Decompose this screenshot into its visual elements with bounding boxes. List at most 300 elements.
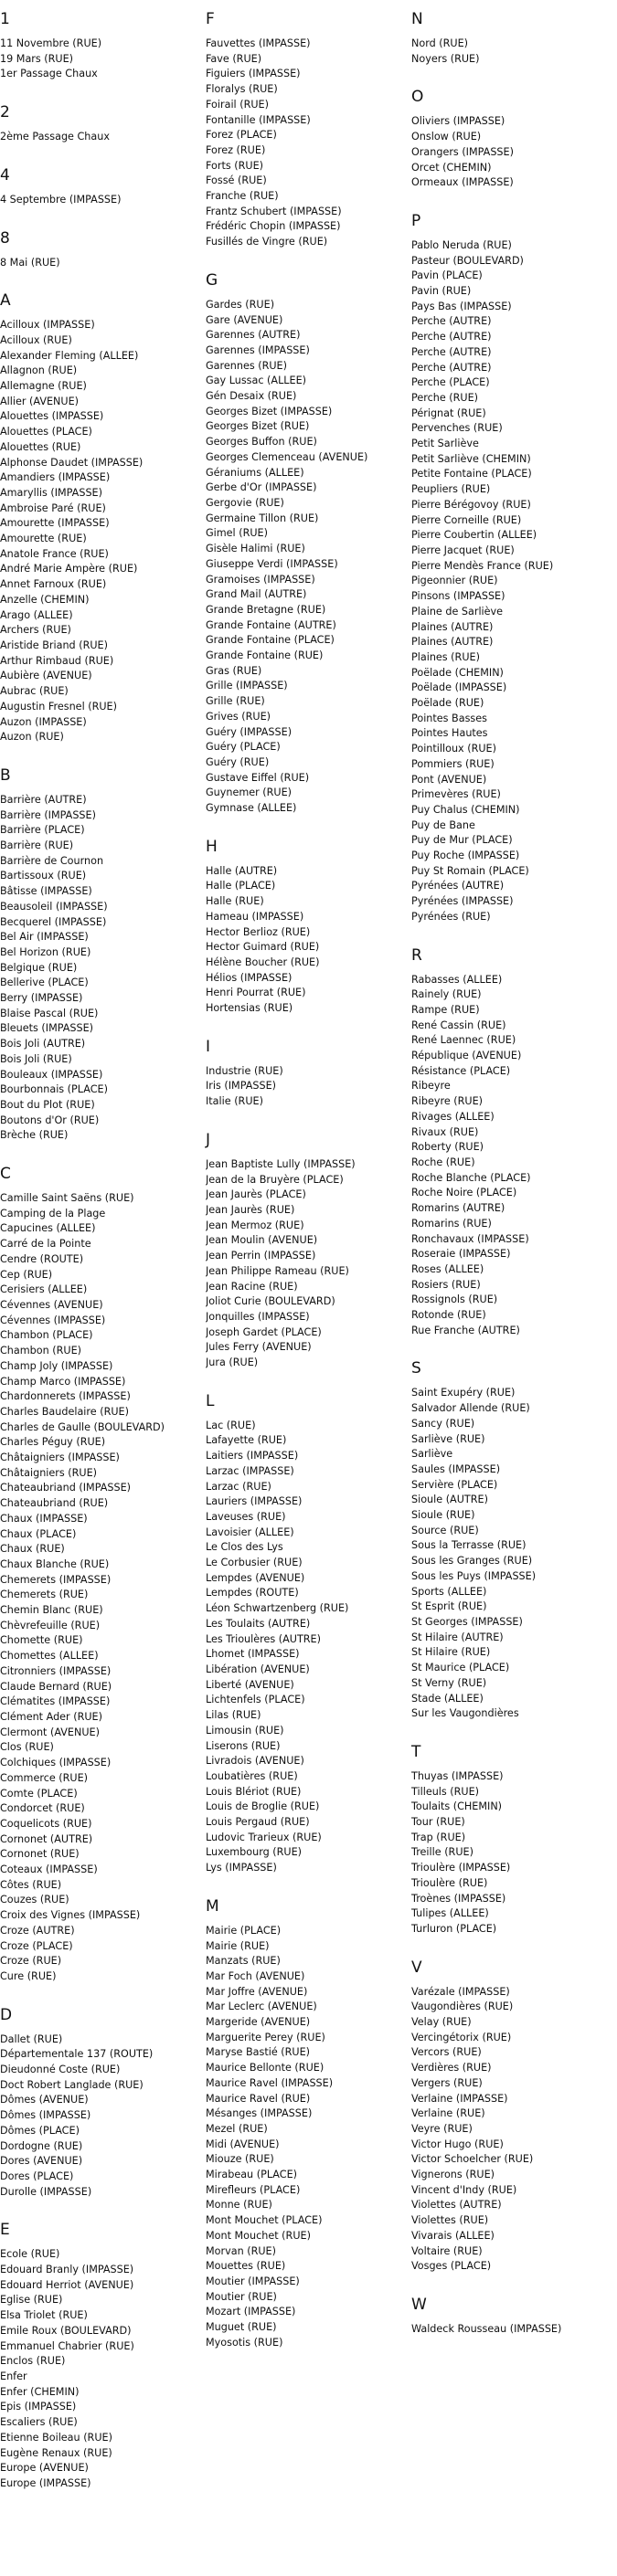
street-item[interactable]: 19 Mars (RUE) <box>0 52 74 65</box>
street-item[interactable]: Jonquilles (IMPASSE) <box>206 1310 310 1323</box>
street-item[interactable]: Allemagne (RUE) <box>0 380 87 393</box>
street-item[interactable]: Hélène Boucher (RUE) <box>206 955 320 968</box>
street-item[interactable]: Jean Mermoz (RUE) <box>206 1219 304 1231</box>
street-item[interactable]: Châtaigniers (IMPASSE) <box>0 1452 120 1464</box>
street-item[interactable]: Grande Fontaine (PLACE) <box>206 634 335 647</box>
street-item[interactable]: Margeride (AVENUE) <box>206 2016 311 2029</box>
street-item[interactable]: Mar Foch (AVENUE) <box>206 1969 305 1982</box>
street-item[interactable]: Lempdes (ROUTE) <box>206 1587 299 1599</box>
street-item[interactable]: Rivaux (RUE) <box>411 1125 479 1138</box>
street-item[interactable]: Liserons (RUE) <box>206 1739 281 1752</box>
street-item[interactable]: Roses (ALLEE) <box>411 1262 484 1275</box>
street-item[interactable]: Guynemer (RUE) <box>206 787 293 799</box>
street-item[interactable]: Lilas (RUE) <box>206 1709 261 1722</box>
street-item[interactable]: Grande Fontaine (RUE) <box>206 649 324 662</box>
street-item[interactable]: Ronchavaux (IMPASSE) <box>411 1232 529 1245</box>
street-item[interactable]: Bel Air (IMPASSE) <box>0 931 89 944</box>
street-item[interactable]: Maurice Ravel (IMPASSE) <box>206 2076 334 2089</box>
street-item[interactable]: 11 Novembre (RUE) <box>0 37 102 49</box>
street-item[interactable]: Jean Philippe Rameau (RUE) <box>206 1264 349 1277</box>
street-item[interactable]: Châtaigniers (RUE) <box>0 1466 98 1479</box>
street-item[interactable]: Coteaux (IMPASSE) <box>0 1863 98 1876</box>
street-item[interactable]: Beausoleil (IMPASSE) <box>0 900 108 913</box>
street-item[interactable]: Giuseppe Verdi (IMPASSE) <box>206 557 338 570</box>
street-item[interactable]: Pyrénées (IMPASSE) <box>411 895 514 908</box>
street-item[interactable]: 2ème Passage Chaux <box>0 131 110 143</box>
street-item[interactable]: Foirail (RUE) <box>206 98 269 111</box>
street-item[interactable]: Rabasses (ALLEE) <box>411 973 503 986</box>
street-item[interactable]: Perche (AUTRE) <box>411 331 492 343</box>
street-item[interactable]: Anatole France (RUE) <box>0 547 109 560</box>
street-item[interactable]: Allagnon (RUE) <box>0 364 78 377</box>
street-item[interactable]: Lhomet (IMPASSE) <box>206 1648 300 1661</box>
street-item[interactable]: Sioule (RUE) <box>411 1509 475 1522</box>
street-item[interactable]: Plaine de Sarliève <box>411 605 504 618</box>
street-item[interactable]: Sous les Granges (RUE) <box>411 1555 533 1568</box>
street-item[interactable]: Louis Pergaud (RUE) <box>206 1816 310 1829</box>
street-item[interactable]: Alouettes (IMPASSE) <box>0 410 104 423</box>
street-item[interactable]: Cep (RUE) <box>0 1268 53 1281</box>
street-item[interactable]: Sports (ALLEE) <box>411 1585 487 1598</box>
street-item[interactable]: Cerisiers (ALLEE) <box>0 1283 88 1296</box>
street-item[interactable]: Frantz Schubert (IMPASSE) <box>206 205 342 217</box>
street-item[interactable]: Violettes (RUE) <box>411 2214 489 2227</box>
street-item[interactable]: Enfer <box>0 2370 27 2382</box>
street-item[interactable]: Morvan (RUE) <box>206 2244 276 2257</box>
street-item[interactable]: Vignerons (RUE) <box>411 2169 495 2181</box>
street-item[interactable]: Gergovie (RUE) <box>206 496 284 509</box>
street-item[interactable]: Edouard Branly (IMPASSE) <box>0 2264 134 2276</box>
street-item[interactable]: Chateaubriand (RUE) <box>0 1497 109 1510</box>
street-item[interactable]: Alouettes (RUE) <box>0 440 81 453</box>
street-item[interactable]: Le Corbusier (RUE) <box>206 1557 303 1569</box>
street-item[interactable]: Edouard Herriot (AVENUE) <box>0 2278 134 2291</box>
street-item[interactable]: Monne (RUE) <box>206 2199 272 2212</box>
street-item[interactable]: Henri Pourrat (RUE) <box>206 987 306 999</box>
street-item[interactable]: Pinsons (IMPASSE) <box>411 590 505 603</box>
street-item[interactable]: Halle (AUTRE) <box>206 864 278 877</box>
street-item[interactable]: Tour (RUE) <box>411 1816 465 1829</box>
street-item[interactable]: Vincent d'Indy (RUE) <box>411 2183 517 2196</box>
street-item[interactable]: Chaux (IMPASSE) <box>0 1512 88 1525</box>
street-item[interactable]: Chomettes (ALLEE) <box>0 1650 99 1663</box>
street-item[interactable]: Amourette (IMPASSE) <box>0 517 110 530</box>
street-item[interactable]: Georges Bizet (IMPASSE) <box>206 405 333 417</box>
street-item[interactable]: Pérignat (RUE) <box>411 406 486 419</box>
street-item[interactable]: Waldeck Rousseau (IMPASSE) <box>411 2323 562 2335</box>
street-item[interactable]: Mozart (IMPASSE) <box>206 2306 296 2318</box>
street-item[interactable]: Sioule (AUTRE) <box>411 1494 488 1506</box>
street-item[interactable]: Joseph Gardet (PLACE) <box>206 1325 322 1338</box>
street-item[interactable]: Clermont (AVENUE) <box>0 1726 100 1738</box>
street-item[interactable]: Gras (RUE) <box>206 664 262 677</box>
street-item[interactable]: Coquelicots (RUE) <box>0 1817 92 1830</box>
street-item[interactable]: Gimel (RUE) <box>206 527 268 540</box>
street-item[interactable]: Auzon (IMPASSE) <box>0 715 87 728</box>
street-item[interactable]: Dordogne (RUE) <box>0 2139 83 2152</box>
street-item[interactable]: Clématites (IMPASSE) <box>0 1695 111 1708</box>
street-item[interactable]: Dallet (RUE) <box>0 2032 63 2045</box>
street-item[interactable]: Vercors (RUE) <box>411 2046 482 2059</box>
street-item[interactable]: Dores (AVENUE) <box>0 2155 83 2168</box>
street-item[interactable]: Mouettes (RUE) <box>206 2260 286 2273</box>
street-item[interactable]: Perche (AUTRE) <box>411 361 492 374</box>
street-item[interactable]: Pyrénées (AUTRE) <box>411 880 505 892</box>
street-item[interactable]: Plaines (AUTRE) <box>411 620 494 633</box>
street-item[interactable]: Cendre (ROUTE) <box>0 1252 84 1265</box>
street-item[interactable]: Amaryllis (IMPASSE) <box>0 486 102 499</box>
street-item[interactable]: Gerbe d'Or (IMPASSE) <box>206 481 317 494</box>
street-item[interactable]: Peupliers (RUE) <box>411 483 491 496</box>
street-item[interactable]: Chomette (RUE) <box>0 1634 83 1647</box>
street-item[interactable]: Puy Chalus (CHEMIN) <box>411 803 520 816</box>
street-item[interactable]: Résistance (PLACE) <box>411 1064 511 1077</box>
street-item[interactable]: Fusillés de Vingre (RUE) <box>206 236 328 248</box>
street-item[interactable]: Mont Mouchet (PLACE) <box>206 2214 323 2227</box>
street-item[interactable]: Pommiers (RUE) <box>411 757 495 770</box>
street-item[interactable]: Franche (RUE) <box>206 190 279 203</box>
street-item[interactable]: Barrière (IMPASSE) <box>0 808 96 821</box>
street-item[interactable]: Gay Lussac (ALLEE) <box>206 375 307 387</box>
street-item[interactable]: Capucines (ALLEE) <box>0 1222 96 1235</box>
street-item[interactable]: Poëlade (CHEMIN) <box>411 666 504 679</box>
street-item[interactable]: Grille (IMPASSE) <box>206 680 288 692</box>
street-item[interactable]: Blaise Pascal (RUE) <box>0 1007 99 1019</box>
street-item[interactable]: Source (RUE) <box>411 1524 479 1536</box>
street-item[interactable]: Croze (PLACE) <box>0 1939 73 1952</box>
street-item[interactable]: Jura (RUE) <box>206 1357 259 1369</box>
street-item[interactable]: Primevères (RUE) <box>411 788 501 801</box>
street-item[interactable]: Camping de la Plage <box>0 1207 106 1219</box>
street-item[interactable]: Roche Noire (PLACE) <box>411 1187 517 1199</box>
street-item[interactable]: Cévennes (IMPASSE) <box>0 1314 106 1326</box>
street-item[interactable]: Treille (RUE) <box>411 1846 473 1859</box>
street-item[interactable]: Alexander Fleming (ALLEE) <box>0 349 139 362</box>
street-item[interactable]: Pyrénées (RUE) <box>411 910 491 923</box>
street-item[interactable]: Bois Joli (AUTRE) <box>0 1038 86 1050</box>
street-item[interactable]: Lafayette (RUE) <box>206 1434 287 1447</box>
street-item[interactable]: Voltaire (RUE) <box>411 2244 483 2257</box>
street-item[interactable]: Champ Joly (IMPASSE) <box>0 1359 113 1372</box>
street-item[interactable]: Perche (AUTRE) <box>411 315 492 328</box>
street-item[interactable]: Aubière (AVENUE) <box>0 670 92 682</box>
street-item[interactable]: Saules (IMPASSE) <box>411 1462 501 1475</box>
street-item[interactable]: Hélios (IMPASSE) <box>206 971 293 984</box>
street-item[interactable]: Floralys (RUE) <box>206 83 278 96</box>
street-item[interactable]: Verdières (RUE) <box>411 2062 492 2075</box>
street-item[interactable]: St Verny (RUE) <box>411 1676 487 1689</box>
street-item[interactable]: Larzac (RUE) <box>206 1480 271 1493</box>
street-item[interactable]: Gén Desaix (RUE) <box>206 390 297 403</box>
street-item[interactable]: Grille (RUE) <box>206 695 265 708</box>
street-item[interactable]: Brèche (RUE) <box>0 1129 69 1142</box>
street-item[interactable]: Vosges (PLACE) <box>411 2260 492 2273</box>
street-item[interactable]: Orcet (CHEMIN) <box>411 161 492 174</box>
street-item[interactable]: Amourette (RUE) <box>0 533 87 545</box>
street-item[interactable]: Pointes Hautes <box>411 727 488 740</box>
street-item[interactable]: Comte (PLACE) <box>0 1787 78 1800</box>
street-item[interactable]: Allier (AVENUE) <box>0 395 80 407</box>
street-item[interactable]: Petite Fontaine (PLACE) <box>411 468 532 480</box>
street-item[interactable]: Roberty (RUE) <box>411 1141 484 1154</box>
street-item[interactable]: Violettes (AUTRE) <box>411 2199 502 2212</box>
street-item[interactable]: Cure (RUE) <box>0 1969 57 1982</box>
street-item[interactable]: Croze (RUE) <box>0 1955 62 1968</box>
street-item[interactable]: Mairie (PLACE) <box>206 1924 282 1937</box>
street-item[interactable]: Claude Bernard (RUE) <box>0 1680 112 1693</box>
street-item[interactable]: Garennes (AUTRE) <box>206 329 301 342</box>
street-item[interactable]: Fave (RUE) <box>206 52 262 65</box>
street-item[interactable]: Durolle (IMPASSE) <box>0 2185 92 2198</box>
street-item[interactable]: Maryse Bastié (RUE) <box>206 2046 311 2059</box>
street-item[interactable]: Hameau (IMPASSE) <box>206 910 304 923</box>
street-item[interactable]: Limousin (RUE) <box>206 1724 284 1737</box>
street-item[interactable]: Jean Baptiste Lully (IMPASSE) <box>206 1157 356 1170</box>
street-item[interactable]: Lichtenfels (PLACE) <box>206 1694 305 1706</box>
street-item[interactable]: Escaliers (RUE) <box>0 2416 78 2429</box>
street-item[interactable]: Ribeyre <box>411 1080 451 1093</box>
street-item[interactable]: Laitiers (IMPASSE) <box>206 1450 299 1462</box>
street-item[interactable]: Thuyas (IMPASSE) <box>411 1769 504 1782</box>
street-item[interactable]: Le Clos des Lys <box>206 1541 283 1554</box>
street-item[interactable]: Muguet (RUE) <box>206 2321 277 2334</box>
street-item[interactable]: Charles de Gaulle (BOULEVARD) <box>0 1420 165 1433</box>
street-item[interactable]: Jean de la Bruyère (PLACE) <box>206 1173 344 1186</box>
street-item[interactable]: République (AVENUE) <box>411 1050 522 1062</box>
street-item[interactable]: Grives (RUE) <box>206 710 271 723</box>
street-item[interactable]: Sous les Puys (IMPASSE) <box>411 1569 537 1582</box>
street-item[interactable]: Mirabeau (PLACE) <box>206 2169 298 2181</box>
street-item[interactable]: Fossé (RUE) <box>206 174 267 187</box>
street-item[interactable]: Pigeonnier (RUE) <box>411 575 498 587</box>
street-item[interactable]: Servière (PLACE) <box>411 1478 498 1491</box>
street-item[interactable]: Les Trioulères (AUTRE) <box>206 1632 321 1645</box>
street-item[interactable]: Trap (RUE) <box>411 1831 466 1843</box>
street-item[interactable]: Arago (ALLEE) <box>0 608 73 621</box>
street-item[interactable]: Moutier (IMPASSE) <box>206 2275 300 2287</box>
street-item[interactable]: Louis Blériot (RUE) <box>206 1785 302 1798</box>
street-item[interactable]: Ambroise Paré (RUE) <box>0 501 106 514</box>
street-item[interactable]: Vaugondières (RUE) <box>411 2001 514 2013</box>
street-item[interactable]: 8 Mai (RUE) <box>0 256 60 269</box>
street-item[interactable]: Guéry (RUE) <box>206 755 270 768</box>
street-item[interactable]: René Laennec (RUE) <box>411 1034 516 1047</box>
street-item[interactable]: Roche (RUE) <box>411 1156 475 1168</box>
street-item[interactable]: Boutons d'Or (RUE) <box>0 1114 100 1126</box>
street-item[interactable]: Archers (RUE) <box>0 624 71 637</box>
street-item[interactable]: Grande Bretagne (RUE) <box>206 603 326 616</box>
street-item[interactable]: Barrière (RUE) <box>0 839 74 852</box>
street-item[interactable]: Varézale (IMPASSE) <box>411 1985 510 1998</box>
street-item[interactable]: Noyers (RUE) <box>411 52 480 65</box>
street-item[interactable]: Auzon (RUE) <box>0 731 64 744</box>
street-item[interactable]: Cornonet (AUTRE) <box>0 1832 93 1845</box>
street-item[interactable]: Rainely (RUE) <box>411 988 482 1001</box>
street-item[interactable]: Maurice Ravel (RUE) <box>206 2092 311 2105</box>
street-item[interactable]: Emmanuel Chabrier (RUE) <box>0 2339 134 2352</box>
street-item[interactable]: Clément Ader (RUE) <box>0 1710 102 1723</box>
street-item[interactable]: Bourbonnais (PLACE) <box>0 1083 108 1096</box>
street-item[interactable]: Emile Roux (BOULEVARD) <box>0 2324 132 2337</box>
street-item[interactable]: Chambon (RUE) <box>0 1345 82 1357</box>
street-item[interactable]: Perche (RUE) <box>411 391 479 404</box>
street-item[interactable]: Dômes (PLACE) <box>0 2124 80 2137</box>
street-item[interactable]: Epis (IMPASSE) <box>0 2401 77 2413</box>
street-item[interactable]: Loubatières (RUE) <box>206 1769 298 1782</box>
street-item[interactable]: Pont (AVENUE) <box>411 773 487 786</box>
street-item[interactable]: Sarliève <box>411 1448 453 1461</box>
street-item[interactable]: Gramoises (IMPASSE) <box>206 573 315 586</box>
street-item[interactable]: Cornonet (RUE) <box>0 1848 80 1861</box>
street-item[interactable]: Commerce (RUE) <box>0 1771 89 1784</box>
street-item[interactable]: Mirefleurs (PLACE) <box>206 2183 301 2196</box>
street-item[interactable]: Libération (AVENUE) <box>206 1663 310 1675</box>
street-item[interactable]: Mésanges (IMPASSE) <box>206 2107 313 2120</box>
street-item[interactable]: Marguerite Perey (RUE) <box>206 2031 325 2043</box>
street-item[interactable]: Mezel (RUE) <box>206 2122 268 2135</box>
street-item[interactable]: Chateaubriand (IMPASSE) <box>0 1482 132 1494</box>
street-item[interactable]: Liberté (AVENUE) <box>206 1678 294 1691</box>
street-item[interactable]: Perche (PLACE) <box>411 376 490 389</box>
street-item[interactable]: Gymnase (ALLEE) <box>206 802 297 815</box>
street-item[interactable]: Frédéric Chopin (IMPASSE) <box>206 220 341 233</box>
street-item[interactable]: Georges Clemenceau (AVENUE) <box>206 450 368 463</box>
street-item[interactable]: 4 Septembre (IMPASSE) <box>0 193 122 206</box>
street-item[interactable]: Moutier (RUE) <box>206 2290 277 2303</box>
street-item[interactable]: Alouettes (PLACE) <box>0 426 92 438</box>
street-item[interactable]: Géraniums (ALLEE) <box>206 466 304 479</box>
street-item[interactable]: Ribeyre (RUE) <box>411 1095 484 1108</box>
street-item[interactable]: Velay (RUE) <box>411 2016 472 2029</box>
street-item[interactable]: Ecole (RUE) <box>0 2248 60 2261</box>
street-item[interactable]: Bartissoux (RUE) <box>0 870 87 882</box>
street-item[interactable]: Puy de Mur (PLACE) <box>411 834 513 847</box>
street-item[interactable]: Fauvettes (IMPASSE) <box>206 37 311 49</box>
street-item[interactable]: Pierre Mendès France (RUE) <box>411 559 554 572</box>
street-item[interactable]: Rossignols (RUE) <box>411 1293 498 1306</box>
street-item[interactable]: Charles Péguy (RUE) <box>0 1436 106 1449</box>
street-item[interactable]: Condorcet (RUE) <box>0 1802 85 1815</box>
street-item[interactable]: Chaux Blanche (RUE) <box>0 1557 110 1570</box>
street-item[interactable]: Dômes (AVENUE) <box>0 2094 89 2106</box>
street-item[interactable]: Alphonse Daudet (IMPASSE) <box>0 456 144 469</box>
street-item[interactable]: Barrière (AUTRE) <box>0 793 87 806</box>
street-item[interactable]: St Esprit (RUE) <box>411 1600 487 1613</box>
street-item[interactable]: Vivarais (ALLEE) <box>411 2229 495 2242</box>
street-item[interactable]: Jean Moulin (AVENUE) <box>206 1234 318 1247</box>
street-item[interactable]: Anzelle (CHEMIN) <box>0 593 90 606</box>
street-item[interactable]: Croze (AUTRE) <box>0 1924 75 1937</box>
street-item[interactable]: Turluron (PLACE) <box>411 1922 497 1935</box>
street-item[interactable]: Augustin Fresnel (RUE) <box>0 700 117 713</box>
street-item[interactable]: Romarins (RUE) <box>411 1217 492 1230</box>
street-item[interactable]: Puy St Romain (PLACE) <box>411 864 529 877</box>
street-item[interactable]: Etienne Boileau (RUE) <box>0 2431 112 2444</box>
street-item[interactable]: Pierre Corneille (RUE) <box>411 513 522 526</box>
street-item[interactable]: Bleuets (IMPASSE) <box>0 1022 94 1035</box>
street-item[interactable]: Petit Sarliève <box>411 438 479 450</box>
street-item[interactable]: Pierre Jacquet (RUE) <box>411 544 515 556</box>
street-item[interactable]: Jean Racine (RUE) <box>206 1280 298 1293</box>
street-item[interactable]: Sancy (RUE) <box>411 1417 475 1430</box>
street-item[interactable]: Dômes (IMPASSE) <box>0 2109 91 2122</box>
street-item[interactable]: Aubrac (RUE) <box>0 685 69 698</box>
street-item[interactable]: Doct Robert Langlade (RUE) <box>0 2078 144 2091</box>
street-item[interactable]: Midi (AVENUE) <box>206 2138 280 2150</box>
street-item[interactable]: Onslow (RUE) <box>411 131 482 143</box>
street-item[interactable]: Pointes Basses <box>411 712 487 724</box>
street-item[interactable]: Plaines (RUE) <box>411 650 480 663</box>
street-item[interactable]: Pasteur (BOULEVARD) <box>411 254 524 267</box>
street-item[interactable]: Gardes (RUE) <box>206 298 275 311</box>
street-item[interactable]: Ormeaux (IMPASSE) <box>411 176 514 189</box>
street-item[interactable]: Nord (RUE) <box>411 37 469 49</box>
street-item[interactable]: Eglise (RUE) <box>0 2294 63 2307</box>
street-item[interactable]: Georges Buffon (RUE) <box>206 436 317 449</box>
street-item[interactable]: Oliviers (IMPASSE) <box>411 115 505 128</box>
street-item[interactable]: Enclos (RUE) <box>0 2355 66 2368</box>
street-item[interactable]: Jean Jaurès (RUE) <box>206 1204 295 1216</box>
street-item[interactable]: Trioulère (RUE) <box>411 1876 488 1889</box>
street-item[interactable]: Verlaine (IMPASSE) <box>411 2092 508 2105</box>
street-item[interactable]: Chemerets (RUE) <box>0 1589 89 1601</box>
street-item[interactable]: Enfer (CHEMIN) <box>0 2385 80 2398</box>
street-item[interactable]: Guéry (IMPASSE) <box>206 725 293 738</box>
street-item[interactable]: René Cassin (RUE) <box>411 1019 506 1031</box>
street-item[interactable]: Bel Horizon (RUE) <box>0 945 91 958</box>
street-item[interactable]: Hector Guimard (RUE) <box>206 941 320 954</box>
street-item[interactable]: Chemin Blanc (RUE) <box>0 1604 103 1617</box>
street-item[interactable]: Miouze (RUE) <box>206 2153 274 2166</box>
street-item[interactable]: Poëlade (IMPASSE) <box>411 681 507 694</box>
street-item[interactable]: Salvador Allende (RUE) <box>411 1402 530 1415</box>
street-item[interactable]: Chaux (RUE) <box>0 1543 65 1556</box>
street-item[interactable]: Georges Bizet (RUE) <box>206 420 310 433</box>
street-item[interactable]: Belgique (RUE) <box>0 961 78 974</box>
street-item[interactable]: Ludovic Trarieux (RUE) <box>206 1831 322 1843</box>
street-item[interactable]: Lys (IMPASSE) <box>206 1862 277 1874</box>
street-item[interactable]: Gustave Eiffel (RUE) <box>206 771 310 784</box>
street-item[interactable]: Croix des Vignes (IMPASSE) <box>0 1909 141 1922</box>
street-item[interactable]: Romarins (AUTRE) <box>411 1202 505 1215</box>
street-item[interactable]: Rotonde (RUE) <box>411 1309 486 1322</box>
street-item[interactable]: Becquerel (IMPASSE) <box>0 915 107 928</box>
street-item[interactable]: Pays Bas (IMPASSE) <box>411 300 512 312</box>
street-item[interactable]: Lavoisier (ALLEE) <box>206 1526 294 1538</box>
street-item[interactable]: Louis de Broglie (RUE) <box>206 1800 320 1813</box>
street-item[interactable]: Italie (RUE) <box>206 1095 263 1108</box>
street-item[interactable]: Annet Farnoux (RUE) <box>0 578 107 591</box>
street-item[interactable]: Rampe (RUE) <box>411 1003 480 1016</box>
street-item[interactable]: Garennes (IMPASSE) <box>206 343 310 356</box>
street-item[interactable]: Pierre Coubertin (ALLEE) <box>411 529 537 542</box>
street-item[interactable]: Pervenches (RUE) <box>411 422 503 435</box>
street-item[interactable]: 1er Passage Chaux <box>0 68 98 80</box>
street-item[interactable]: Eugène Renaux (RUE) <box>0 2446 112 2459</box>
street-item[interactable]: Hector Berlioz (RUE) <box>206 925 311 938</box>
street-item[interactable]: Vergers (RUE) <box>411 2076 483 2089</box>
street-item[interactable]: Victor Hugo (RUE) <box>411 2138 504 2150</box>
street-item[interactable]: Perche (AUTRE) <box>411 345 492 358</box>
street-item[interactable]: Amandiers (IMPASSE) <box>0 471 111 484</box>
street-item[interactable]: Hortensias (RUE) <box>206 1002 293 1015</box>
street-item[interactable]: St Maurice (PLACE) <box>411 1662 510 1674</box>
street-item[interactable]: Larzac (IMPASSE) <box>206 1464 294 1477</box>
street-item[interactable]: Champ Marco (IMPASSE) <box>0 1375 126 1388</box>
street-item[interactable]: Halle (PLACE) <box>206 880 276 892</box>
street-item[interactable]: Dieudonné Coste (RUE) <box>0 2064 121 2076</box>
street-item[interactable]: Aristide Briand (RUE) <box>0 639 108 651</box>
